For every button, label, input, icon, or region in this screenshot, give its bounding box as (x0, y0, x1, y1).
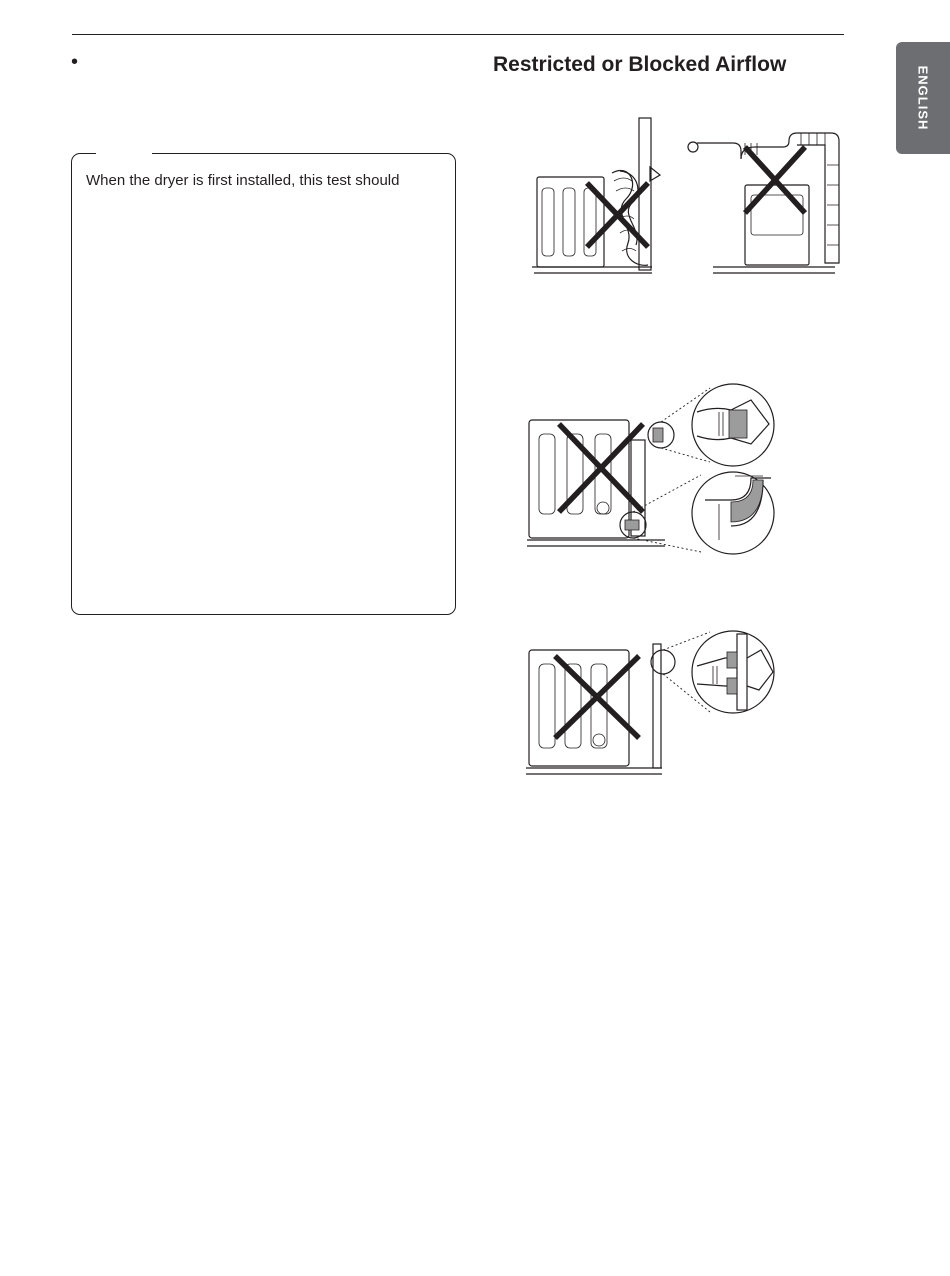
lint-clogged-figure (525, 380, 780, 555)
note-text: When the dryer is first installed, this test should (86, 172, 400, 189)
blocked-vent-figure (525, 628, 780, 780)
crushed-duct-figure (530, 115, 660, 280)
language-tab[interactable] (896, 42, 950, 154)
top-rule (72, 34, 844, 35)
long-duct-figure (685, 125, 845, 280)
note-box-label-gap (96, 149, 152, 157)
section-title: Restricted or Blocked Airflow (493, 53, 787, 76)
note-box (71, 153, 456, 615)
language-tab-label: ENGLISH (915, 65, 931, 131)
bullet-point: • (71, 51, 79, 73)
